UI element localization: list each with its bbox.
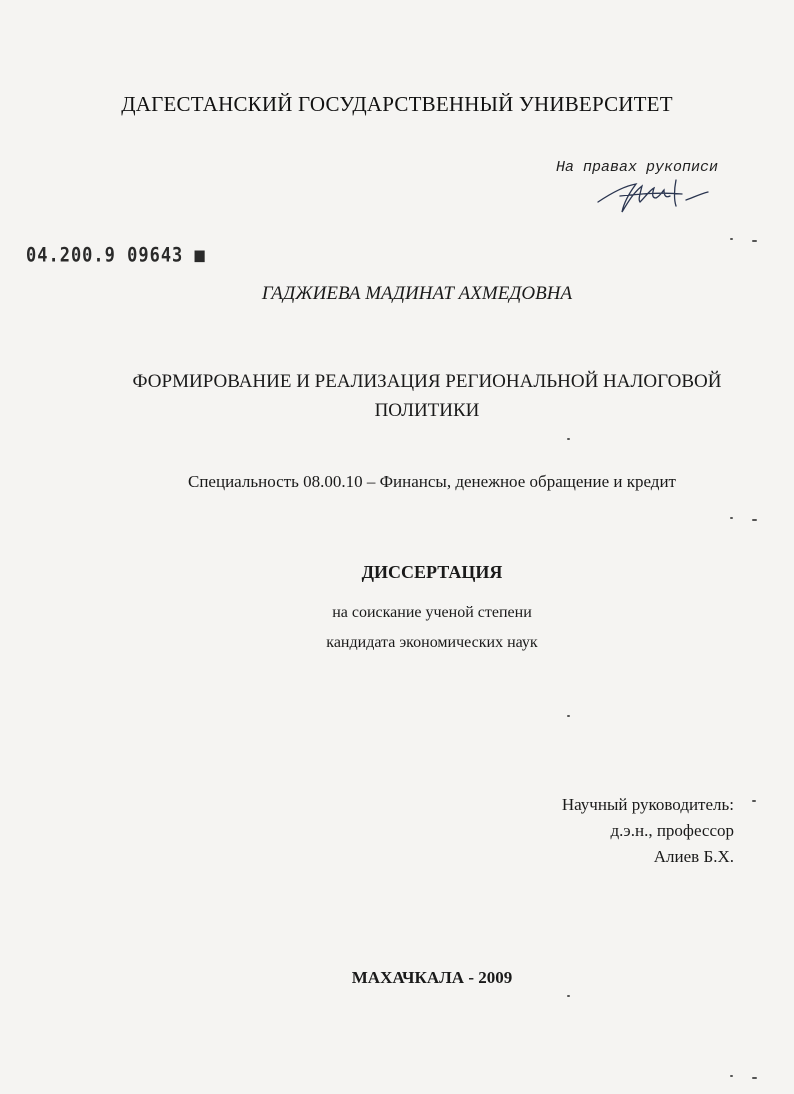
scan-speck (752, 519, 757, 521)
archive-number (26, 244, 206, 267)
specialty-prefix: Специальность 08.00.10 – (188, 472, 380, 491)
scan-speck (752, 800, 756, 802)
title-line-1: ФОРМИРОВАНИЕ И РЕАЛИЗАЦИЯ РЕГИОНАЛЬНОЙ НАЛОГОВОЙ (132, 371, 722, 392)
supervisor-name: Алиев Б.Х. (653, 847, 734, 866)
scan-speck (752, 240, 757, 242)
archive-number-text: 04.200.9 09643 (26, 244, 184, 267)
specialty-suffix: , денежное обращение и кредит (446, 472, 676, 491)
archive-mark: ■ (183, 244, 206, 267)
scan-speck (730, 238, 733, 240)
university-name: ДАГЕСТАНСКИЙ ГОСУДАРСТВЕННЫЙ УНИВЕРСИТЕТ (121, 92, 673, 116)
city-year: МАХАЧКАЛА - 2009 (351, 968, 513, 987)
scan-speck (567, 438, 570, 440)
specialty (0, 472, 794, 492)
document-type: ДИССЕРТАЦИЯ (361, 562, 503, 582)
scan-speck (752, 1077, 757, 1079)
author-name: ГАДЖИЕВА МАДИНАТ АХМЕДОВНА (261, 283, 573, 304)
scan-speck (730, 1075, 733, 1077)
degree-line-2: кандидата экономических наук (326, 634, 538, 651)
supervisor-label: Научный руководитель: (561, 795, 734, 814)
specialty-name: Финансы (379, 472, 447, 491)
degree-line-1: на соискание ученой степени (332, 604, 532, 621)
scan-speck (567, 715, 570, 717)
signature-icon (590, 172, 720, 222)
title-line-2: ПОЛИТИКИ (374, 400, 480, 421)
scan-speck (567, 995, 570, 997)
supervisor-credentials: д.э.н., профессор (610, 821, 734, 840)
manuscript-rights-note: На правах рукописи (556, 159, 719, 176)
supervisor-block (562, 792, 734, 870)
dissertation-title (0, 367, 794, 425)
scan-speck (730, 517, 733, 519)
